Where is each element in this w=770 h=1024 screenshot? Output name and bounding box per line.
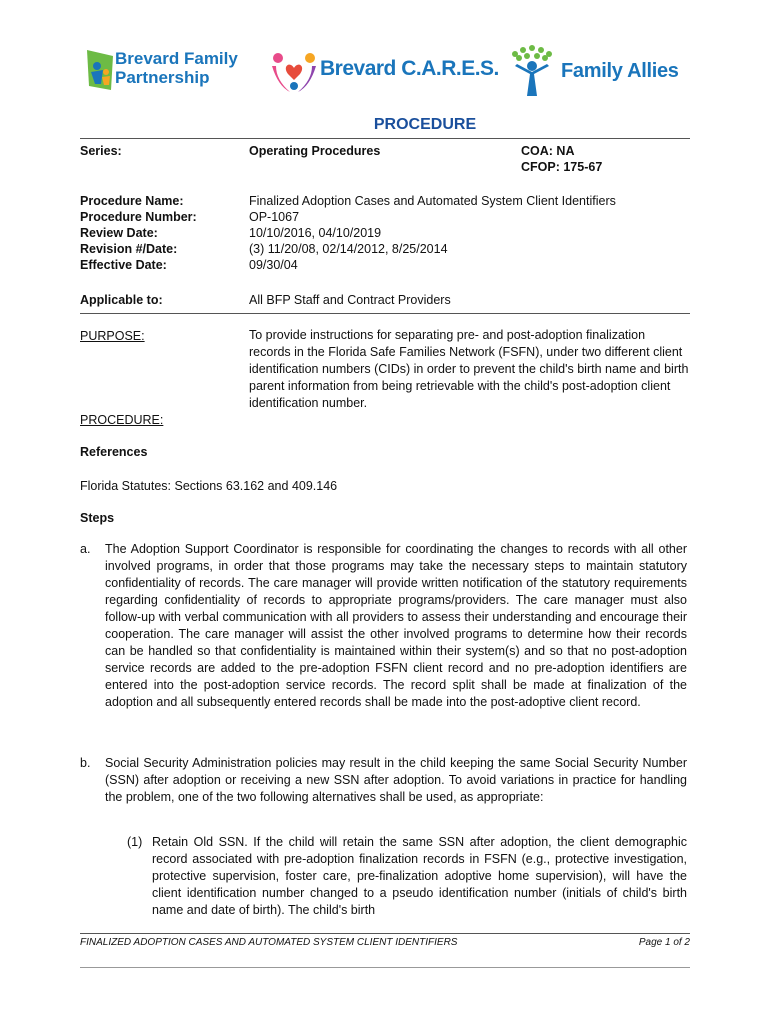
effective-date-label: Effective Date: — [80, 258, 167, 272]
page-footer — [80, 937, 690, 948]
heart-figures-icon — [270, 46, 318, 96]
procedure-name-value: Finalized Adoption Cases and Automated System Client Identifiers — [249, 194, 616, 208]
procedure-number-label: Procedure Number: — [80, 210, 197, 224]
review-date-value: 10/10/2016, 04/10/2019 — [249, 226, 382, 240]
step-label: b. — [80, 756, 91, 770]
revision-date-value: (3) 11/20/08, 02/14/2012, 8/25/2014 — [249, 242, 448, 256]
procedure-name-label: Procedure Name: — [80, 194, 184, 208]
effective-date-value: 09/30/04 — [249, 258, 298, 272]
document-title — [0, 116, 770, 134]
footer-bottom-rule — [80, 967, 690, 968]
steps-heading: Steps — [80, 511, 115, 525]
purpose-label: PURPOSE: — [80, 329, 145, 343]
logo-line-2: Partnership — [115, 68, 210, 87]
brevard-cares-logo — [270, 44, 500, 100]
series-value: Operating Procedures — [249, 144, 381, 158]
step-text: The Adoption Support Coordinator is responsible for coordinating the changes to records with all other involved programs, in order that those programs may take the necessary steps to maintain statutory confidentiality of records. The care manager will provide written notification of the statutory requirements regarding confidentiality of records to appropriate programs/providers. The care manager must also follow-up with verbal communication with all providers to assess their understanding and encourage their cooperation. The care manager will assist the other involved programs to determine how their records can be handled so that confidentiality is maintained within their system(s) and so that no post-adoption service records are added to the pre-adoption FSFN client record and no pre-adoption identifiers are entered into the post-adoption service records. The record split shall be made at finalization of the adoption and all subsequently entered records shall be made into the post-adoptive client record. — [105, 542, 687, 709]
title-text: PROCEDURE — [373, 116, 477, 133]
substep-text: Retain Old SSN. If the child will retain the same SSN after adoption, the client demographic record associated with pre-adoption finalization records in FSFN (e.g., protective investigation, protective supervision, foster care, pre-finalization adoptive home supervision), will have the client identification number changed to a pseudo identification number (initials of child's birth name and date of birth). The child's birth — [152, 835, 687, 917]
family-allies-logo — [505, 44, 690, 100]
logo-name: Brevard C.A.R.E.S. — [320, 57, 499, 80]
cfop-value: CFOP: 175-67 — [521, 160, 603, 174]
tree-figure-icon — [505, 44, 559, 100]
review-date-label: Review Date: — [80, 226, 158, 240]
step-text: Social Security Administration policies may result in the child keeping the same Social Security Number (SSN) after adoption or receiving a new SSN after adoption. To avoid variations in practice for handling the problem, one of the two following alternatives shall be used, as appropriate: — [105, 756, 687, 804]
substep-label: (1) — [127, 835, 143, 849]
procedure-label: PROCEDURE: — [80, 413, 164, 427]
step-a — [80, 541, 687, 711]
applicable-label: Applicable to: — [80, 293, 163, 307]
coa-value: COA: NA — [521, 144, 575, 158]
page-number: Page 1 of 2 — [638, 937, 690, 948]
applicable-value: All BFP Staff and Contract Providers — [249, 293, 451, 307]
references-text: Florida Statutes: Sections 63.162 and 409.146 — [80, 479, 338, 493]
logo-row — [80, 44, 690, 100]
step-b — [80, 755, 687, 806]
footer-divider — [80, 933, 690, 934]
procedure-number-value: OP-1067 — [249, 210, 300, 224]
family-figures-icon — [85, 48, 115, 92]
logo-name: Family Allies — [561, 60, 679, 82]
references-heading: References — [80, 445, 148, 459]
substep-1 — [127, 834, 687, 919]
purpose-text: To provide instructions for separating pre- and post-adoption finalization records in the Florida Safe Families Network (FSFN), under two different client identification numbers (CIDs) in order to prevent the child's birth name and birth parent information from being retrievable with the child's post-adoption client identification number. — [249, 328, 689, 410]
logo-line-1: Brevard Family — [115, 49, 238, 68]
series-label: Series: — [80, 144, 122, 158]
step-label: a. — [80, 542, 91, 556]
section-divider — [80, 313, 690, 314]
footer-title: FINALIZED ADOPTION CASES AND AUTOMATED SYSTEM CLIENT IDENTIFIERS — [80, 937, 458, 948]
title-divider — [80, 138, 690, 139]
brevard-family-partnership-logo — [85, 44, 270, 100]
revision-date-label: Revision #/Date: — [80, 242, 178, 256]
